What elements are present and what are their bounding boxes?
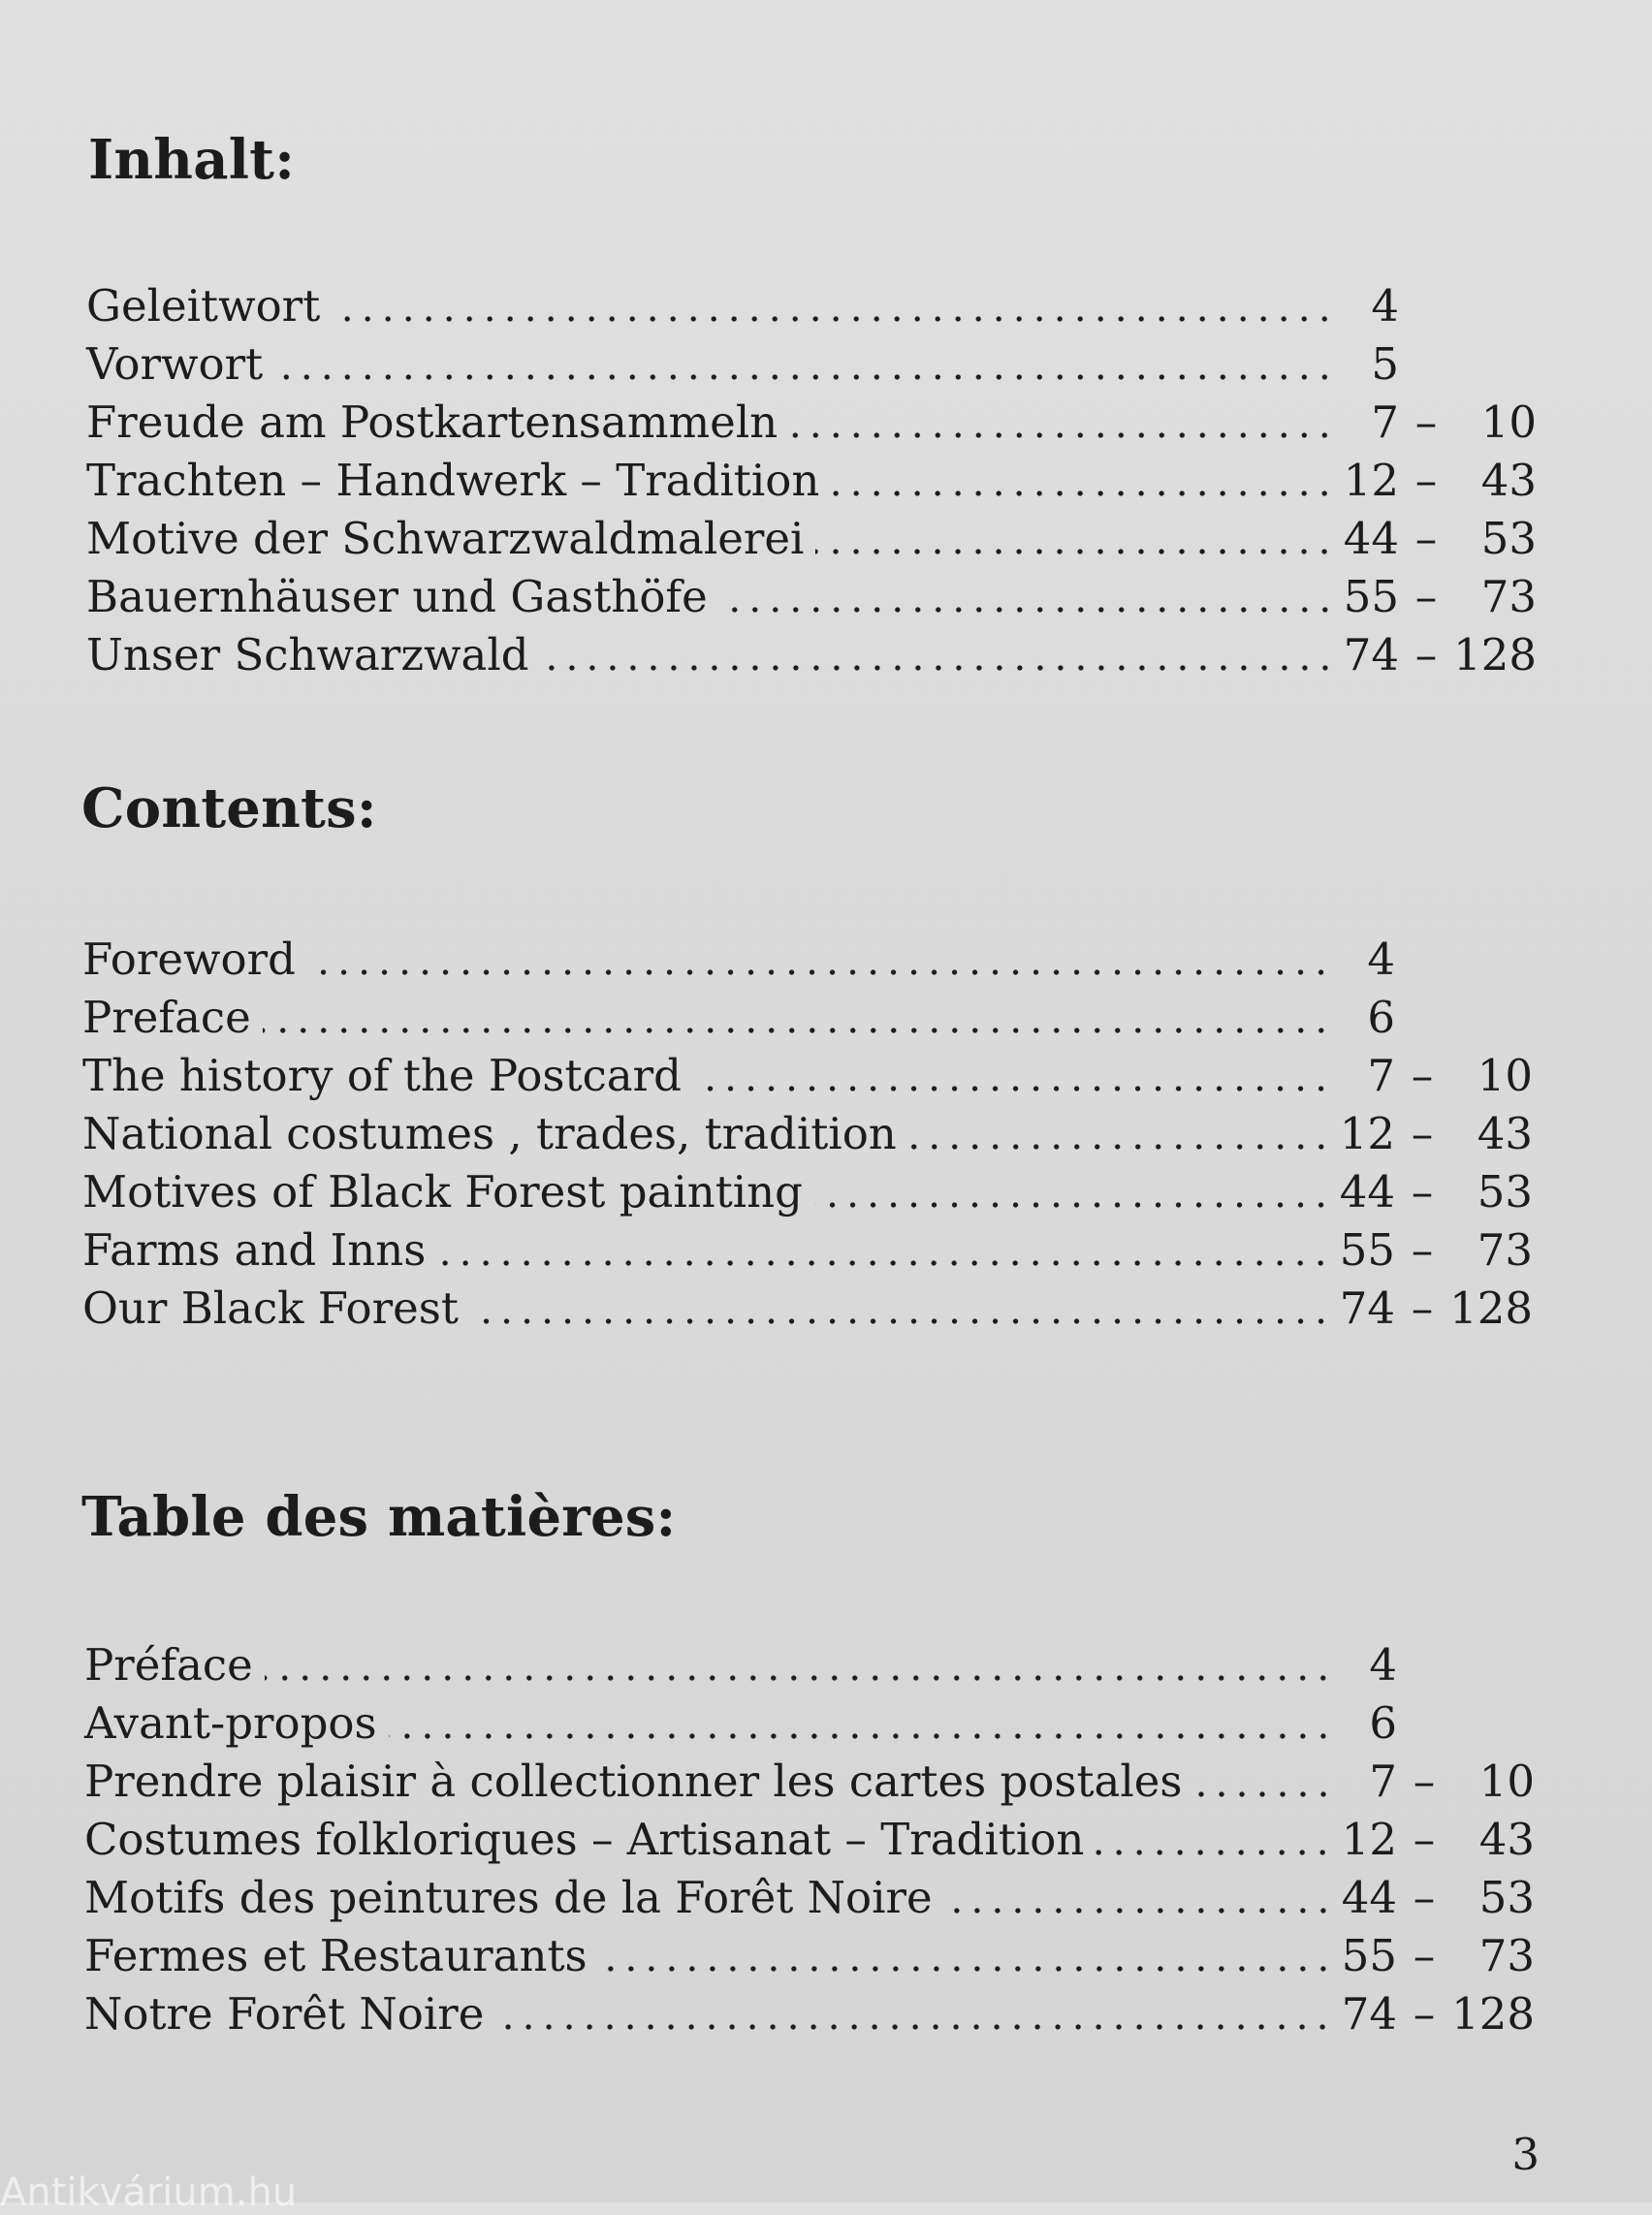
toc-entry: [84, 1985, 1541, 2043]
page-from: 12: [1339, 1108, 1395, 1159]
entry-line: [84, 1869, 1333, 1927]
page-range-dash: –: [1413, 1872, 1436, 1923]
page-from: 6: [1367, 992, 1395, 1043]
page-to: 10: [1477, 1050, 1533, 1101]
page-to: 128: [1449, 1282, 1533, 1334]
page-range-dash: –: [1411, 1166, 1434, 1218]
entry-line: [86, 568, 1335, 626]
page-from: 74: [1341, 1988, 1397, 2040]
entry-line: [86, 335, 1335, 394]
dot-leader: [944, 1869, 1333, 1927]
page-from: 55: [1341, 1930, 1397, 1981]
dot-leader: [1096, 1811, 1333, 1869]
page-from: 12: [1341, 1814, 1397, 1865]
entry-line: [86, 277, 1335, 335]
entry-line: [82, 1221, 1331, 1280]
entry-line: [84, 1927, 1333, 1985]
page-range-dash: –: [1411, 1282, 1434, 1334]
entry-line: [82, 989, 1331, 1047]
toc-entry: [84, 1927, 1541, 1985]
dot-leader: [495, 1985, 1333, 2043]
section-heading-inhalt: Inhalt:: [88, 128, 296, 192]
toc-entry: [86, 394, 1542, 452]
entry-title: Motifs des peintures de la Forêt Noire: [84, 1872, 933, 1923]
section-heading-table-des-matieres: Table des matières:: [81, 1485, 677, 1549]
toc-list-contents: [82, 931, 1539, 1338]
entry-title: Avant-propos: [84, 1697, 377, 1749]
toc-entry: [86, 277, 1542, 335]
page-to: 53: [1480, 513, 1537, 564]
entry-title: National costumes , trades, tradition: [82, 1108, 897, 1159]
page-range-dash: –: [1411, 1050, 1434, 1101]
toc-entry: [82, 1047, 1539, 1105]
toc-entry: [82, 989, 1539, 1047]
page-from: 5: [1371, 338, 1399, 390]
section-heading-contents: Contents:: [81, 776, 377, 840]
page-number: 3: [1511, 2129, 1540, 2180]
page-range-dash: –: [1413, 1814, 1436, 1865]
entry-line: [86, 394, 1335, 452]
page-from: 7: [1367, 1050, 1395, 1101]
page-to: 43: [1478, 1814, 1535, 1865]
page-range-dash: –: [1414, 571, 1438, 622]
entry-line: [84, 1753, 1333, 1811]
entry-line: [84, 1811, 1333, 1869]
dot-leader: [1194, 1753, 1334, 1811]
toc-entry: [82, 931, 1539, 989]
page-to: 128: [1451, 1988, 1535, 2040]
toc-list-inhalt: [86, 277, 1542, 684]
page-range-dash: –: [1411, 1224, 1434, 1276]
entry-title: Prendre plaisir à collectionner les cartes postales: [84, 1756, 1183, 1807]
dot-leader: [541, 626, 1335, 684]
page-from: 12: [1343, 455, 1399, 506]
toc-entry: [84, 1811, 1541, 1869]
toc-entry: [86, 510, 1542, 568]
dot-leader: [274, 335, 1335, 394]
entry-title: Freude am Postkartensammeln: [86, 396, 778, 448]
toc-entry: [82, 1221, 1539, 1280]
entry-title: Motives of Black Forest painting: [82, 1166, 803, 1218]
entry-title: Costumes folkloriques – Artisanat – Tradition: [84, 1814, 1085, 1865]
entry-title: Vorwort: [86, 338, 264, 390]
entry-title: Farms and Inns: [82, 1224, 427, 1276]
page-from: 4: [1371, 280, 1399, 332]
entry-title: Our Black Forest: [82, 1282, 459, 1334]
page-range-dash: –: [1411, 1108, 1434, 1159]
page-from: 4: [1367, 933, 1395, 985]
entry-title: The history of the Postcard: [82, 1050, 682, 1101]
dot-leader: [814, 1163, 1331, 1221]
entry-line: [82, 1280, 1331, 1338]
dot-leader: [599, 1927, 1333, 1985]
dot-leader: [437, 1221, 1331, 1280]
page-to: 10: [1478, 1756, 1535, 1807]
page-range-dash: –: [1414, 513, 1438, 564]
entry-line: [84, 1985, 1333, 2043]
entry-line: [86, 452, 1335, 510]
toc-list-table-des-matieres: [84, 1636, 1541, 2043]
dot-leader: [263, 989, 1331, 1047]
dot-leader: [719, 568, 1335, 626]
page-to: 73: [1478, 1930, 1535, 1981]
toc-entry: [82, 1105, 1539, 1163]
page-from: 7: [1369, 1756, 1397, 1807]
toc-entry: [84, 1694, 1541, 1753]
dot-leader: [908, 1105, 1331, 1163]
entry-line: [82, 1105, 1331, 1163]
entry-title: Préface: [84, 1639, 253, 1691]
dot-leader: [815, 510, 1335, 568]
entry-line: [84, 1636, 1333, 1694]
page-range-dash: –: [1414, 629, 1438, 680]
page-range-dash: –: [1413, 1930, 1436, 1981]
entry-title: Fermes et Restaurants: [84, 1930, 588, 1981]
page-to: 73: [1477, 1224, 1533, 1276]
entry-title: Preface: [82, 992, 251, 1043]
page-from: 55: [1343, 571, 1399, 622]
page-to: 43: [1480, 455, 1537, 506]
entry-line: [82, 1163, 1331, 1221]
page-range-dash: –: [1414, 455, 1438, 506]
page-to: 53: [1478, 1872, 1535, 1923]
toc-entry: [86, 452, 1542, 510]
page-to: 43: [1477, 1108, 1533, 1159]
entry-line: [86, 626, 1335, 684]
entry-title: Trachten – Handwerk – Tradition: [86, 455, 820, 506]
entry-line: [86, 510, 1335, 568]
entry-line: [84, 1694, 1333, 1753]
entry-title: Unser Schwarzwald: [86, 629, 529, 680]
page-from: 7: [1371, 396, 1399, 448]
entry-title: Bauernhäuser und Gasthöfe: [86, 571, 708, 622]
page-to: 10: [1480, 396, 1537, 448]
toc-entry: [86, 626, 1542, 684]
toc-entry: [82, 1280, 1539, 1338]
page-to: 128: [1453, 629, 1537, 680]
dot-leader: [789, 394, 1335, 452]
page-range-dash: –: [1413, 1756, 1436, 1807]
toc-entry: [84, 1869, 1541, 1927]
page-range-dash: –: [1414, 396, 1438, 448]
toc-entry: [84, 1636, 1541, 1694]
toc-entry: [86, 335, 1542, 394]
entry-line: [82, 1047, 1331, 1105]
dot-leader: [693, 1047, 1331, 1105]
page-from: 44: [1341, 1872, 1397, 1923]
entry-line: [82, 931, 1331, 989]
page-to: 73: [1480, 571, 1537, 622]
dot-leader: [470, 1280, 1331, 1338]
dot-leader: [332, 277, 1335, 335]
page-from: 6: [1369, 1697, 1397, 1749]
page-range-dash: –: [1413, 1988, 1436, 2040]
toc-entry: [84, 1753, 1541, 1811]
watermark: Antikvárium.hu: [0, 2170, 298, 2215]
page-from: 55: [1339, 1224, 1395, 1276]
entry-title: Foreword: [82, 933, 296, 985]
entry-title: Motive der Schwarzwaldmalerei: [86, 513, 805, 564]
entry-title: Geleitwort: [86, 280, 321, 332]
dot-leader: [307, 931, 1331, 989]
entry-title: Notre Forêt Noire: [84, 1988, 485, 2040]
page-to: 53: [1477, 1166, 1533, 1218]
dot-leader: [265, 1636, 1333, 1694]
toc-entry: [86, 568, 1542, 626]
page-from: 4: [1369, 1639, 1397, 1691]
page-from: 44: [1343, 513, 1399, 564]
page-from: 44: [1339, 1166, 1395, 1218]
dot-leader: [831, 452, 1335, 510]
toc-entry: [82, 1163, 1539, 1221]
dot-leader: [389, 1694, 1333, 1753]
page-from: 74: [1339, 1282, 1395, 1334]
page-from: 74: [1343, 629, 1399, 680]
